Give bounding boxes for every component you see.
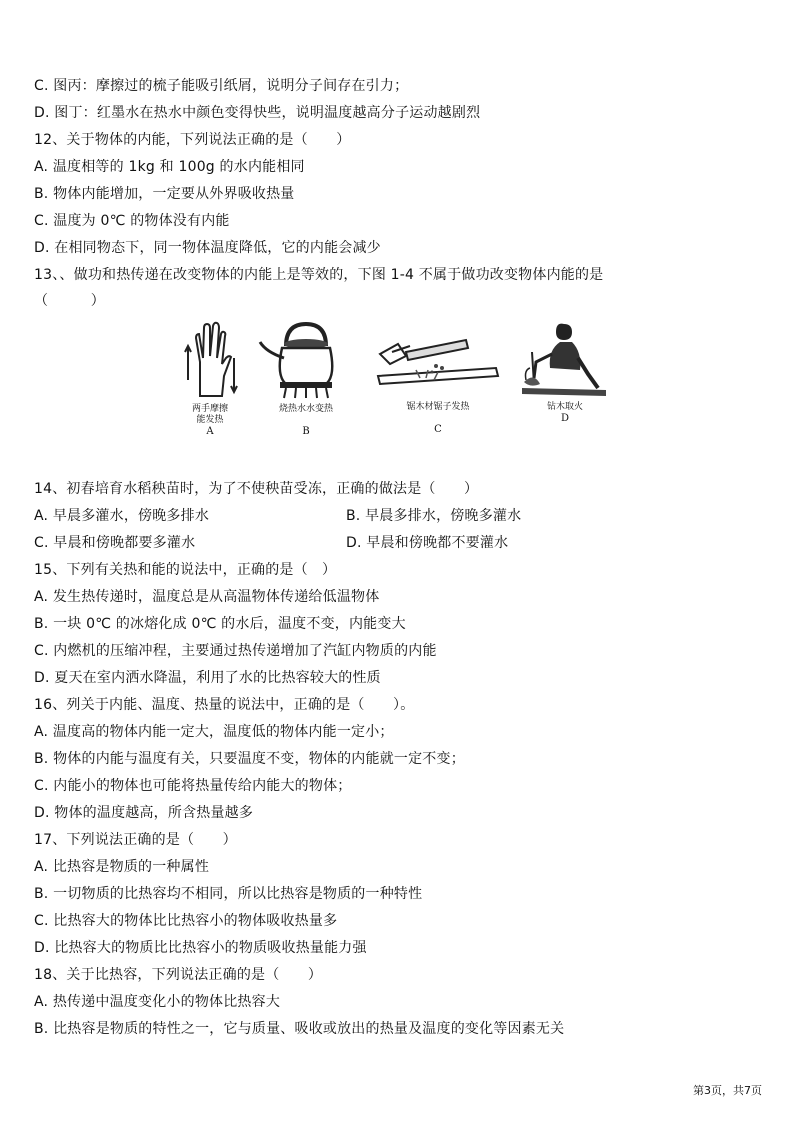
question-14-stem: 14、初春培育水稻秧苗时，为了不使秧苗受冻，正确的做法是（ ） [34,481,479,497]
q15-option-b: B. 一块 0℃ 的冰熔化成 0℃ 的水后，温度不变，内能变大 [34,616,406,632]
question-13-stem: 13、、做功和热传递在改变物体的内能上是等效的，下图 1-4 不属于做功改变物体内能的是 [34,267,604,283]
figure-caption-a-line1: 两手摩擦 [191,404,228,414]
figure-label-a: A [206,426,214,437]
q17-option-b: B. 一切物质的比热容均不相同，所以比热容是物质的一种特性 [34,886,423,902]
figure-caption-d: 钻木取火 [546,402,583,412]
q14-option-d: D. 早晨和傍晚都不要灌水 [346,535,509,551]
figure-item-b [256,318,356,438]
figure-item-a [182,318,238,438]
question-17-stem: 17、下列说法正确的是（ ） [34,832,237,848]
figure-caption-a-line2: 能发热 [196,415,224,425]
q16-option-b: B. 物体的内能与温度有关，只要温度不变，物体的内能就一定不变； [34,751,465,767]
figure-caption-c: 锯木材锯子发热 [406,402,470,412]
question-16-stem: 16、列关于内能、温度、热量的说法中，正确的是（ ）。 [34,697,415,713]
question-12-stem: 12、关于物体的内能，下列说法正确的是（ ） [34,132,351,148]
question-18-stem: 18、关于比热容，下列说法正确的是（ ） [34,967,323,983]
question-15-stem: 15、下列有关热和能的说法中，正确的是（ ） [34,562,337,578]
q17-option-c: C. 比热容大的物体比比热容小的物体吸收热量多 [34,913,338,929]
q14-options-row1 [34,507,734,525]
figure-label-b: B [302,426,310,437]
q14-option-c: C. 早晨和傍晚都要多灌水 [34,535,196,551]
q12-option-d: D. 在相同物态下，同一物体温度降低，它的内能会减少 [34,240,381,256]
q14-options-row2 [34,534,734,552]
figure-caption-b-line2 [256,415,356,426]
figure-label-c: C [434,424,442,435]
figure-label-d: D [560,413,570,424]
q17-option-d: D. 比热容大的物质比比热容小的物质吸收热量能力强 [34,940,367,956]
question-13-figure [180,318,620,443]
question-13-blank: （ ） [34,293,105,309]
q14-option-a: A. 早晨多灌水，傍晚多排水 [34,508,210,524]
q14-option-b: B. 早晨多排水，傍晚多灌水 [346,508,522,524]
figure-caption-c-line2 [376,413,500,424]
figure-item-c [376,332,500,436]
option-d-text: D. 图丁：红墨水在热水中颜色变得快些，说明温度越高分子运动越剧烈 [34,105,481,121]
kettle-icon [256,318,356,400]
figure-caption-b: 烧热水水变热 [278,404,333,414]
fire-drill-person-icon [520,318,610,398]
q15-option-c: C. 内燃机的压缩冲程，主要通过热传递增加了汽缸内物质的内能 [34,643,437,659]
q18-option-a: A. 热传递中温度变化小的物体比热容大 [34,994,281,1010]
option-c-text: C. 图丙：摩擦过的梳子能吸引纸屑，说明分子间存在引力； [34,78,409,94]
page-number: 第3页，共7页 [693,1084,762,1097]
q18-option-b: B. 比热容是物质的特性之一，它与质量、吸收或放出的热量及温度的变化等因素无关 [34,1021,565,1037]
figure-item-d [520,318,610,425]
q15-option-d: D. 夏天在室内洒水降温，利用了水的比热容较大的性质 [34,670,381,686]
q17-option-a: A. 比热容是物质的一种属性 [34,859,210,875]
rubbing-hands-icon [182,318,238,400]
q12-option-c: C. 温度为 0℃ 的物体没有内能 [34,213,230,229]
saw-icon [376,332,500,394]
q12-option-b: B. 物体内能增加，一定要从外界吸收热量 [34,186,295,202]
q16-option-d: D. 物体的温度越高，所含热量越多 [34,805,254,821]
q15-option-a: A. 发生热传递时，温度总是从高温物体传递给低温物体 [34,589,380,605]
q16-option-c: C. 内能小的物体也可能将热量传给内能大的物体； [34,778,352,794]
q12-option-a: A. 温度相等的 1kg 和 100g 的水内能相同 [34,159,305,175]
q16-option-a: A. 温度高的物体内能一定大，温度低的物体内能一定小； [34,724,394,740]
